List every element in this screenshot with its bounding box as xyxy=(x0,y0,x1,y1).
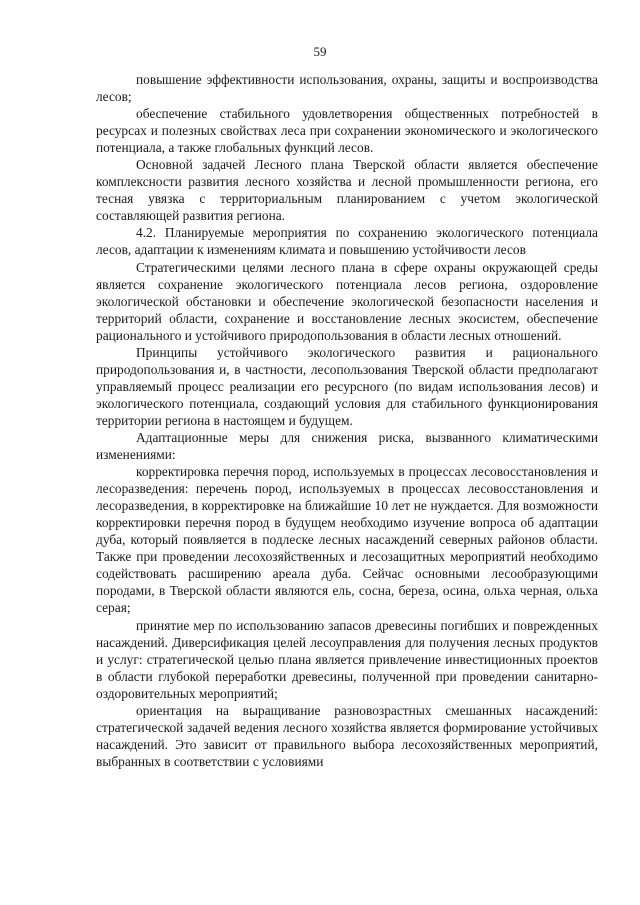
paragraph-main-task: Основной задачей Лесного плана Тверской области является обеспечение комплексности развития лесного хозяйства и лесной промышленности региона, его тесная увязка с территориальным планированием с учетом экологической составляющей развития региона. xyxy=(96,157,598,224)
paragraph-adaptation-measures-intro: Адаптационные меры для снижения риска, вызванного климатическими изменениями: xyxy=(96,429,598,463)
paragraph-efficiency-goal: повышение эффективности использования, охраны, защиты и воспроизводства лесов; xyxy=(96,72,598,105)
list-item-species-adjustment: корректировка перечня пород, используемых в процессах лесовосстановления и лесоразведения: перечень пород, используемых в процессах лесовосстановления и лесоразведения, в корректировке на ближайшие 10 лет не нуждается. Для возможности корректировки перечня пород в будущем необходимо изучение вопроса об адаптации дуба, который появляется в подлеске лесных насаждений северных районов области. Также при проведении лесохозяйственных и лесозащитных мероприятий необходимо содействовать расширению ареала дуба. Сейчас основными лесообразующими породами, в Тверской области являются ель, сосна, береза, осина, ольха черная, ольха серая; xyxy=(96,464,598,616)
section-heading-4-2: 4.2. Планируемые мероприятия по сохранению экологического потенциала лесов, адаптации к изменениям климата и повышению устойчивости лесов xyxy=(96,225,598,258)
list-item-dead-wood-use: принятие мер по использованию запасов древесины погибших и поврежденных насаждений. Диверсификация целей лесоуправления для получения лесных продуктов и услуг: стратегической целью плана является привлечение инвестиционных проектов в области глубокой переработки древесины, полученной при проведении санитарно-оздоровительных мероприятий; xyxy=(96,617,598,701)
document-body xyxy=(96,71,598,770)
page-number: 59 xyxy=(313,44,327,59)
list-item-mixed-stands: ориентация на выращивание разновозрастных смешанных насаждений: стратегической задачей ведения лесного хозяйства является формирование устойчивых насаждений. Это зависит от правильного выбора лесохозяйственных мероприятий, выбранных в соответствии с условиями xyxy=(96,702,598,769)
paragraph-strategic-goals: Стратегическими целями лесного плана в сфере охраны окружающей среды является сохранение экологического потенциала лесов региона, оздоровление экологической обстановки и обеспечение экологической безопасности населения и территорий области, сохранение и восстановление лесных экосистем, обеспечение рационального и устойчивого природопользования в области лесных отношений. xyxy=(96,259,598,343)
paragraph-sustainability-principles: Принципы устойчивого экологического развития и рационального природопользования и, в частности, лесопользования Тверской области предполагают управляемый процесс реализации его ресурсного (по видам использования лесов) и экологического потенциала, создающий условия для стабильного функционирования территории региона в настоящем и будущем. xyxy=(96,344,598,428)
paragraph-stable-needs-goal: обеспечение стабильного удовлетворения общественных потребностей в ресурсах и полезных свойствах леса при сохранении экономического и экологического потенциала, а также глобальных функций лесов. xyxy=(96,106,598,156)
